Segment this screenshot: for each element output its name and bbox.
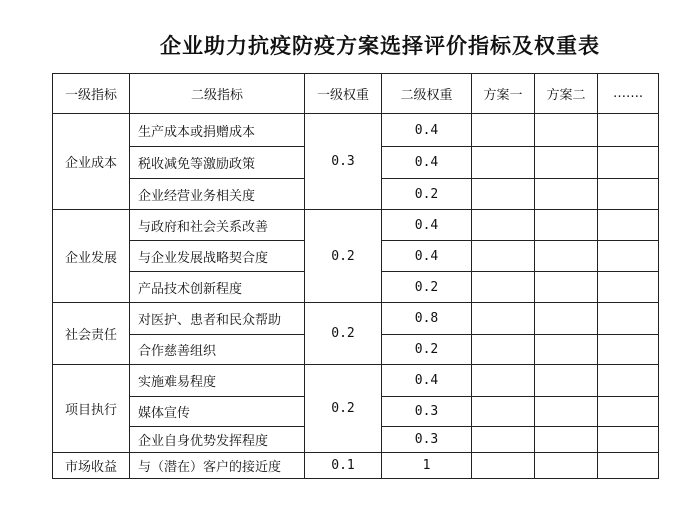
more-cell xyxy=(598,179,659,210)
plan1-cell xyxy=(472,179,535,210)
item-label: 与企业发展战略契合度 xyxy=(130,241,305,272)
plan2-cell xyxy=(535,272,598,303)
plan2-cell xyxy=(535,397,598,427)
item-weight: 0.8 xyxy=(382,303,472,335)
more-cell xyxy=(598,365,659,397)
group-weight: 0.2 xyxy=(305,365,382,453)
plan2-cell xyxy=(535,179,598,210)
item-weight: 0.3 xyxy=(382,427,472,453)
group-name: 社会责任 xyxy=(53,303,130,365)
plan1-cell xyxy=(472,114,535,147)
item-label: 与（潜在）客户的接近度 xyxy=(130,453,305,479)
item-weight: 0.2 xyxy=(382,272,472,303)
item-label: 企业自身优势发挥程度 xyxy=(130,427,305,453)
item-weight: 0.4 xyxy=(382,114,472,147)
plan2-cell xyxy=(535,365,598,397)
group-name: 企业发展 xyxy=(53,210,130,303)
table-row xyxy=(53,365,659,397)
item-weight: 0.2 xyxy=(382,179,472,210)
item-label: 合作慈善组织 xyxy=(130,335,305,365)
item-label: 产品技术创新程度 xyxy=(130,272,305,303)
plan1-cell xyxy=(472,272,535,303)
more-cell xyxy=(598,114,659,147)
plan2-cell xyxy=(535,427,598,453)
item-label: 与政府和社会关系改善 xyxy=(130,210,305,241)
table-row xyxy=(53,303,659,335)
item-weight: 0.2 xyxy=(382,335,472,365)
table-row xyxy=(53,453,659,479)
item-weight: 0.4 xyxy=(382,210,472,241)
more-cell xyxy=(598,210,659,241)
item-label: 媒体宣传 xyxy=(130,397,305,427)
plan1-cell xyxy=(472,241,535,272)
group-name: 项目执行 xyxy=(53,365,130,453)
item-weight: 0.4 xyxy=(382,365,472,397)
plan1-cell xyxy=(472,427,535,453)
more-cell xyxy=(598,453,659,479)
group-name: 企业成本 xyxy=(53,114,130,210)
header-plan2: 方案二 xyxy=(535,74,598,114)
item-label: 税收减免等激励政策 xyxy=(130,147,305,179)
plan2-cell xyxy=(535,147,598,179)
item-label: 实施难易程度 xyxy=(130,365,305,397)
item-weight: 1 xyxy=(382,453,472,479)
more-cell xyxy=(598,427,659,453)
header-weight1: 一级权重 xyxy=(305,74,382,114)
table-row xyxy=(53,114,659,147)
weight-table xyxy=(52,73,659,479)
group-weight: 0.2 xyxy=(305,303,382,365)
header-more: …‥.. xyxy=(598,74,659,114)
plan2-cell xyxy=(535,453,598,479)
item-weight: 0.4 xyxy=(382,241,472,272)
plan1-cell xyxy=(472,365,535,397)
plan1-cell xyxy=(472,210,535,241)
plan1-cell xyxy=(472,397,535,427)
page-title: 企业助力抗疫防疫方案选择评价指标及权重表 xyxy=(160,34,600,58)
item-weight: 0.4 xyxy=(382,147,472,179)
plan1-cell xyxy=(472,453,535,479)
header-row xyxy=(53,74,659,114)
plan2-cell xyxy=(535,241,598,272)
more-cell xyxy=(598,335,659,365)
item-label: 生产成本或捐赠成本 xyxy=(130,114,305,147)
plan1-cell xyxy=(472,335,535,365)
more-cell xyxy=(598,272,659,303)
group-weight: 0.3 xyxy=(305,114,382,210)
more-cell xyxy=(598,303,659,335)
more-cell xyxy=(598,147,659,179)
group-name: 市场收益 xyxy=(53,453,130,479)
group-weight: 0.1 xyxy=(305,453,382,479)
plan1-cell xyxy=(472,147,535,179)
table-row xyxy=(53,210,659,241)
more-cell xyxy=(598,397,659,427)
plan1-cell xyxy=(472,303,535,335)
plan2-cell xyxy=(535,303,598,335)
item-label: 对医护、患者和民众帮助 xyxy=(130,303,305,335)
group-weight: 0.2 xyxy=(305,210,382,303)
header-level1: 一级指标 xyxy=(53,74,130,114)
header-plan1: 方案一 xyxy=(472,74,535,114)
more-cell xyxy=(598,241,659,272)
header-level2: 二级指标 xyxy=(130,74,305,114)
plan2-cell xyxy=(535,114,598,147)
header-weight2: 二级权重 xyxy=(382,74,472,114)
plan2-cell xyxy=(535,210,598,241)
item-label: 企业经营业务相关度 xyxy=(130,179,305,210)
plan2-cell xyxy=(535,335,598,365)
item-weight: 0.3 xyxy=(382,397,472,427)
